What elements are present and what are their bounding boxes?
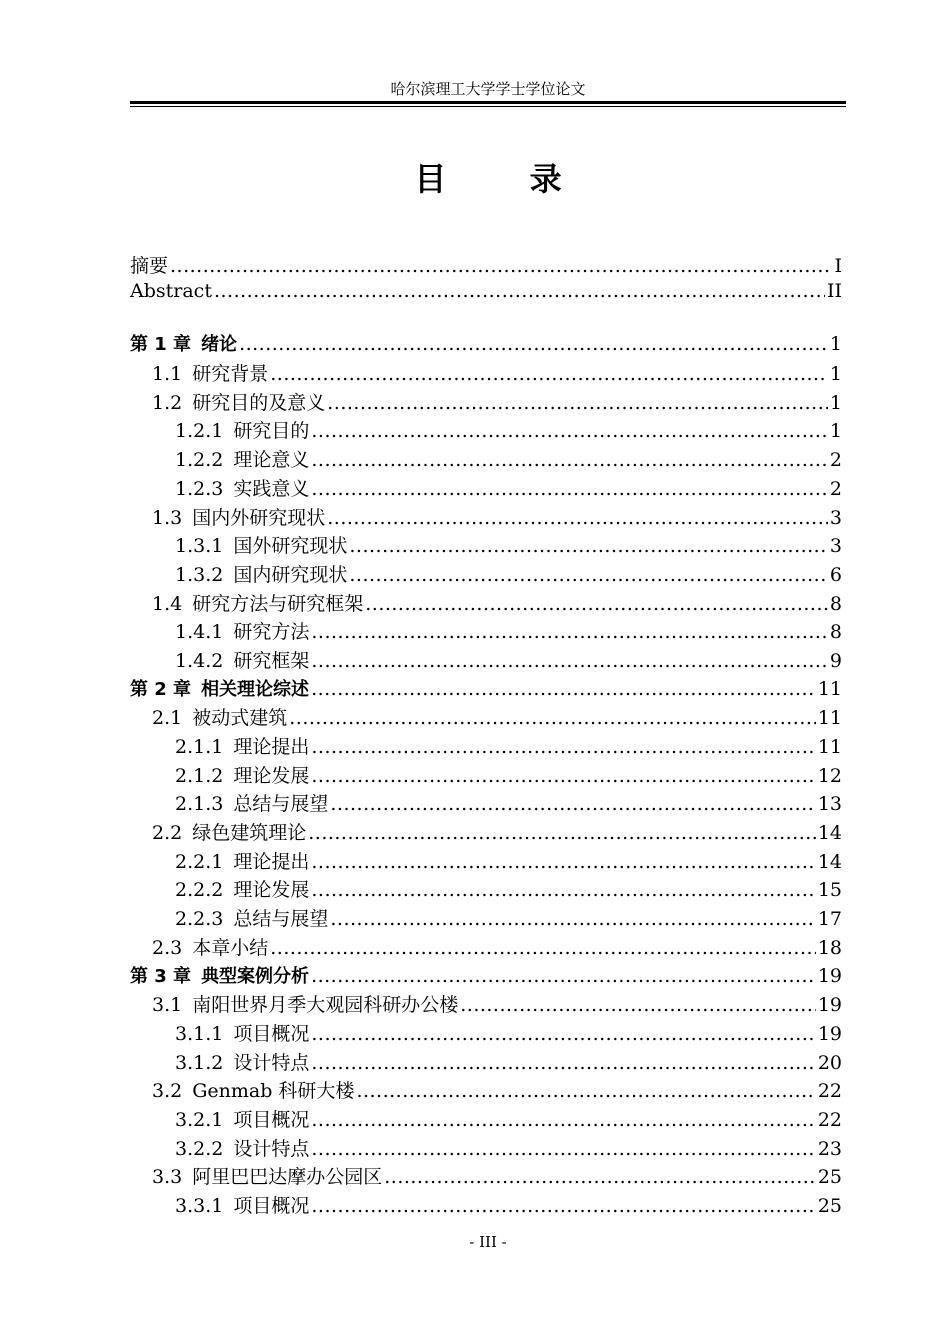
toc-entry[interactable] <box>130 1048 842 1077</box>
toc-entry[interactable] <box>130 388 842 417</box>
toc-entry-label: 理论提出 <box>233 850 310 873</box>
toc-entry-label: 绿色建筑理论 <box>192 822 307 845</box>
toc-entry-page: 19 <box>817 964 842 987</box>
toc-entry-number: 第 2 章 <box>130 678 192 700</box>
toc-entry-page: 2 <box>829 449 842 472</box>
toc-entry-label: 项目概况 <box>233 1022 310 1045</box>
toc-entry-abstract-cn[interactable] <box>130 251 842 280</box>
toc-entry-number: 1.2.3 <box>175 477 224 500</box>
toc-entry-label: 研究框架 <box>233 649 310 672</box>
toc-entry-page: 14 <box>817 850 842 873</box>
dot-leader <box>311 1023 815 1045</box>
toc-entry[interactable] <box>130 1191 842 1220</box>
toc-entry-number: 3.2.2 <box>175 1137 224 1160</box>
toc-entry-page: 6 <box>829 563 842 586</box>
toc-entry-label: 理论发展 <box>233 764 310 787</box>
toc-entry-number: 2.2 <box>152 822 183 845</box>
toc-entry-page: 1 <box>829 363 842 386</box>
toc-entry-label: 国外研究现状 <box>233 535 348 558</box>
toc-entry-label: 理论意义 <box>233 449 310 472</box>
toc-entry-page: 8 <box>829 592 842 615</box>
dot-leader <box>170 255 832 277</box>
toc-entry[interactable] <box>130 474 842 503</box>
toc-entry-label: 研究目的及意义 <box>192 391 326 414</box>
toc-entry-number: 1.4.2 <box>175 649 224 672</box>
toc-entry-label: Abstract <box>130 279 212 302</box>
dot-leader <box>365 593 828 615</box>
toc-entry-page: 23 <box>817 1137 842 1160</box>
page-number: - III - <box>469 1233 507 1251</box>
toc-entry-label: 绪论 <box>201 334 238 356</box>
toc-entry-number: 2.1.2 <box>175 764 224 787</box>
toc-entry-number: 1.4 <box>152 592 183 615</box>
toc-entry[interactable] <box>130 359 842 388</box>
toc-entry-number: 1.1 <box>152 363 183 386</box>
toc-entry[interactable] <box>130 445 842 474</box>
dot-leader <box>311 650 828 672</box>
toc-entry-number: 1.2 <box>152 391 183 414</box>
toc-entry-page: 20 <box>817 1051 842 1074</box>
dot-leader <box>311 879 815 901</box>
dot-leader <box>311 478 828 500</box>
toc-entry-number: 2.3 <box>152 936 183 959</box>
toc-entry[interactable] <box>130 761 842 790</box>
toc-entry-page: 3 <box>829 506 842 529</box>
toc-entry-label: 项目概况 <box>233 1195 310 1217</box>
running-header: 哈尔滨理工大学学士学位论文 <box>390 80 586 98</box>
toc-entry-label: 设计特点 <box>233 1051 310 1074</box>
toc-entry[interactable] <box>130 875 842 904</box>
toc-entry[interactable] <box>130 990 842 1019</box>
toc-entry-page: 19 <box>817 1022 842 1045</box>
dot-leader <box>311 765 815 787</box>
dot-leader <box>356 1080 815 1102</box>
toc-entry[interactable] <box>130 789 842 818</box>
toc-entry-page: 11 <box>817 736 842 758</box>
toc-entry-number: 1.3.2 <box>175 563 224 586</box>
toc-entry-page: 14 <box>817 822 842 845</box>
toc-entry[interactable] <box>130 560 842 589</box>
toc-entry-label: 南阳世界月季大观园科研办公楼 <box>192 994 459 1017</box>
toc-entry-label: 相关理论综述 <box>201 678 310 700</box>
toc-entry-number: 3.1.1 <box>175 1022 224 1045</box>
toc-entry-number: 1.2.2 <box>175 449 224 472</box>
toc-entry[interactable] <box>130 847 842 876</box>
dot-leader <box>460 994 816 1016</box>
toc-entry-number: 1.4.1 <box>175 621 224 644</box>
toc-entry-number: 2.1 <box>152 707 183 730</box>
toc-entry-number: 2.1.3 <box>175 793 224 816</box>
toc-entry-number: 3.1.2 <box>175 1051 224 1074</box>
toc-entry[interactable] <box>130 703 842 732</box>
toc-entry[interactable] <box>130 416 842 445</box>
dot-leader <box>311 420 828 442</box>
dot-leader <box>214 280 825 302</box>
dot-leader <box>311 1052 815 1074</box>
toc-entry-number: 2.2.1 <box>175 850 224 873</box>
toc-entry-number: 第 3 章 <box>130 965 192 987</box>
toc-entry-page: II <box>826 279 842 302</box>
toc-title: 目 录 <box>414 160 598 198</box>
dot-leader <box>349 564 828 586</box>
toc-entry-label: 项目概况 <box>233 1108 310 1131</box>
dot-leader <box>270 937 816 959</box>
toc-entry-number: 2.2.3 <box>175 908 224 931</box>
toc-entries <box>130 330 842 1219</box>
toc-entry-label: 总结与展望 <box>233 908 329 931</box>
dot-leader <box>384 1166 816 1188</box>
toc-entry-label: 实践意义 <box>233 477 310 500</box>
toc-entry[interactable] <box>130 1076 842 1105</box>
toc-chapter-entry[interactable] <box>130 962 842 991</box>
header-rule-thin <box>130 106 846 107</box>
toc-entry-number: 1.2.1 <box>175 420 224 443</box>
toc-entry-abstract-en[interactable] <box>130 280 842 309</box>
dot-leader <box>311 1138 815 1160</box>
toc-entry-label: 被动式建筑 <box>192 707 288 730</box>
toc-entry-page: 8 <box>829 621 842 644</box>
toc-entry[interactable] <box>130 617 842 646</box>
toc-entry-page: 2 <box>829 477 842 500</box>
toc-entry[interactable] <box>130 589 842 618</box>
toc-entry[interactable] <box>130 933 842 962</box>
toc-entry-page: 1 <box>829 420 842 443</box>
dot-leader <box>330 908 815 930</box>
toc-entry-label: 研究目的 <box>233 420 310 443</box>
dot-leader <box>311 965 816 987</box>
toc-entry-page: 13 <box>817 793 842 816</box>
toc-entry[interactable] <box>130 1105 842 1134</box>
toc-entry-label: 研究方法与研究框架 <box>192 592 364 615</box>
header-rule-thick <box>130 101 846 104</box>
toc-spacer <box>130 308 842 330</box>
dot-leader <box>239 333 828 355</box>
dot-leader <box>311 1195 815 1217</box>
toc-entry-page: 22 <box>817 1108 842 1131</box>
toc-entry-label: Genmab 科研大楼 <box>192 1080 355 1103</box>
toc-entry-page: 22 <box>817 1080 842 1103</box>
dot-leader <box>349 535 828 557</box>
toc-entry-number: 1.3.1 <box>175 535 224 558</box>
dot-leader <box>311 736 815 758</box>
toc-entry[interactable] <box>130 531 842 560</box>
dot-leader <box>311 621 828 643</box>
dot-leader <box>308 822 816 844</box>
toc-entry-label: 本章小结 <box>192 936 269 959</box>
dot-leader <box>311 1109 815 1131</box>
toc-entry[interactable] <box>130 732 842 761</box>
toc-entry-page: 9 <box>829 649 842 672</box>
toc-entry-label: 国内外研究现状 <box>192 506 326 529</box>
toc-entry-page: 19 <box>817 994 842 1017</box>
dot-leader <box>311 449 828 471</box>
toc-entry-label: 阿里巴巴达摩办公园区 <box>192 1166 383 1189</box>
toc-entry-page: 17 <box>817 908 842 931</box>
dot-leader <box>270 363 828 385</box>
toc-entry[interactable] <box>130 1134 842 1163</box>
toc-entry-page: 1 <box>829 391 842 414</box>
toc-entry[interactable] <box>130 904 842 933</box>
toc-entry-label: 总结与展望 <box>233 793 329 816</box>
toc-entry-label: 理论提出 <box>233 736 310 758</box>
dot-leader <box>311 851 815 873</box>
toc-entry-number: 3.1 <box>152 994 183 1017</box>
toc-entry-number: 2.1.1 <box>175 736 224 758</box>
toc-entry[interactable] <box>130 1019 842 1048</box>
toc-entry-page: 1 <box>829 333 842 356</box>
toc-entry-number: 第 1 章 <box>130 334 192 356</box>
table-of-contents <box>130 251 842 1220</box>
toc-entry[interactable] <box>130 1162 842 1191</box>
toc-entry-label: 设计特点 <box>233 1137 310 1160</box>
toc-entry-number: 3.2.1 <box>175 1108 224 1131</box>
toc-entry-number: 3.2 <box>152 1080 183 1103</box>
dot-leader <box>311 678 816 700</box>
dot-leader <box>327 507 828 529</box>
toc-entry-label: 研究背景 <box>192 363 269 386</box>
dot-leader <box>327 392 828 414</box>
toc-entry-label: 研究方法 <box>233 621 310 644</box>
toc-entry-number: 1.3 <box>152 506 183 529</box>
toc-chapter-entry[interactable] <box>130 675 842 704</box>
toc-entry-label: 摘要 <box>130 255 169 277</box>
dot-leader <box>330 793 815 815</box>
toc-entry-page: 18 <box>817 936 842 959</box>
toc-entry-number: 2.2.2 <box>175 879 224 902</box>
dot-leader <box>289 707 816 729</box>
toc-entry[interactable] <box>130 503 842 532</box>
toc-entry-page: 15 <box>817 879 842 902</box>
toc-entry-label: 理论发展 <box>233 879 310 902</box>
toc-chapter-entry[interactable] <box>130 330 842 359</box>
toc-entry-page: 12 <box>817 764 842 787</box>
toc-entry-label: 国内研究现状 <box>233 563 348 586</box>
toc-entry-page: I <box>834 255 842 277</box>
toc-entry-page: 25 <box>817 1166 842 1189</box>
toc-entry-page: 11 <box>817 677 842 700</box>
toc-entry-number: 3.3 <box>152 1166 183 1189</box>
toc-entry-page: 11 <box>817 707 842 730</box>
toc-entry-page: 3 <box>829 535 842 558</box>
toc-entry[interactable] <box>130 646 842 675</box>
toc-entry[interactable] <box>130 818 842 847</box>
toc-entry-label: 典型案例分析 <box>201 965 310 987</box>
toc-entry-page: 25 <box>817 1195 842 1217</box>
toc-entry-number: 3.3.1 <box>175 1195 224 1217</box>
